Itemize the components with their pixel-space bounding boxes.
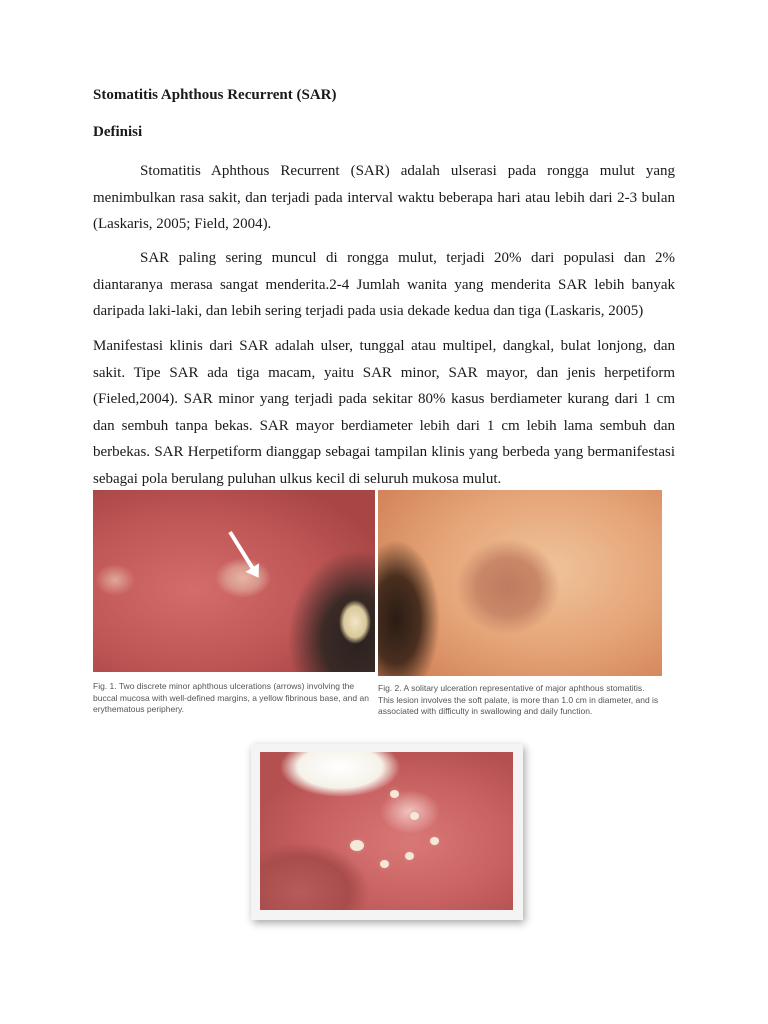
paragraph-definition: Stomatitis Aphthous Recurrent (SAR) adalah ulserasi pada rongga mulut yang menimbulkan rasa sakit, dan terjadi pada interval waktu beberapa hari atau lebih dari 2-3 bulan (Laskaris, 2005; Field, 2004).: [93, 163, 675, 232]
ulcer-spot: [405, 852, 414, 860]
herpetiform-photo-image: [260, 752, 513, 910]
figure-3-herpetiform-photo: [251, 744, 523, 920]
paragraph-clinical-manifestation: Manifestasi klinis dari SAR adalah ulser, tunggal atau multipel, dangkal, bulat lonjong, dan sakit. Tipe SAR ada tiga macam, yaitu SAR minor, SAR mayor, dan jenis herpetiform (Fieled,2004). SAR minor yang terjadi pada sekitar 80% kasus berdiameter kurang dari 1 cm dan sembuh tanpa bekas. SAR mayor berdiameter lebih dari 1 cm lebih lama sembuh dan berbekas. SAR Herpetiform dianggap sebagai tampilan klinis yang berbeda yang bermanifestasi sebagai pola berulang puluhan ulkus kecil di seluruh mukosa mulut.: [93, 338, 675, 487]
ulcer-spot: [380, 860, 389, 868]
section-heading: Definisi: [93, 124, 143, 140]
paragraph-prevalence: SAR paling sering muncul di rongga mulut, terjadi 20% dari populasi dan 2% diantaranya merasa sangat menderita.2-4 Jumlah wanita yang menderita SAR lebih banyak daripada laki-laki, dan lebih sering terjadi pada usia dekade kedua dan tiga (Laskaris, 2005): [93, 250, 675, 319]
figure-1-minor-aphthous-photo: [93, 490, 375, 672]
ulcer-spot: [350, 840, 364, 851]
figure-2-caption: Fig. 2. A solitary ulceration representative of major aphthous stomatitis. This lesion involves the soft palate, is more than 1.0 cm in diameter, and is associated with difficulty in swallowing and daily function.: [378, 683, 659, 716]
ulcer-spot: [410, 812, 419, 820]
figure-2-major-aphthous-photo: [378, 490, 662, 676]
figure-1-caption: Fig. 1. Two discrete minor aphthous ulcerations (arrows) involving the buccal mucosa with well-defined margins, a yellow fibrinous base, and an erythematous periphery.: [93, 681, 369, 714]
ulcer-spot: [390, 790, 399, 798]
arrow-indicator-1: [22, 539, 46, 580]
document-title: Stomatitis Aphthous Recurrent (SAR): [93, 87, 337, 103]
ulcer-spot: [430, 837, 439, 845]
teeth-detail: [338, 600, 372, 644]
